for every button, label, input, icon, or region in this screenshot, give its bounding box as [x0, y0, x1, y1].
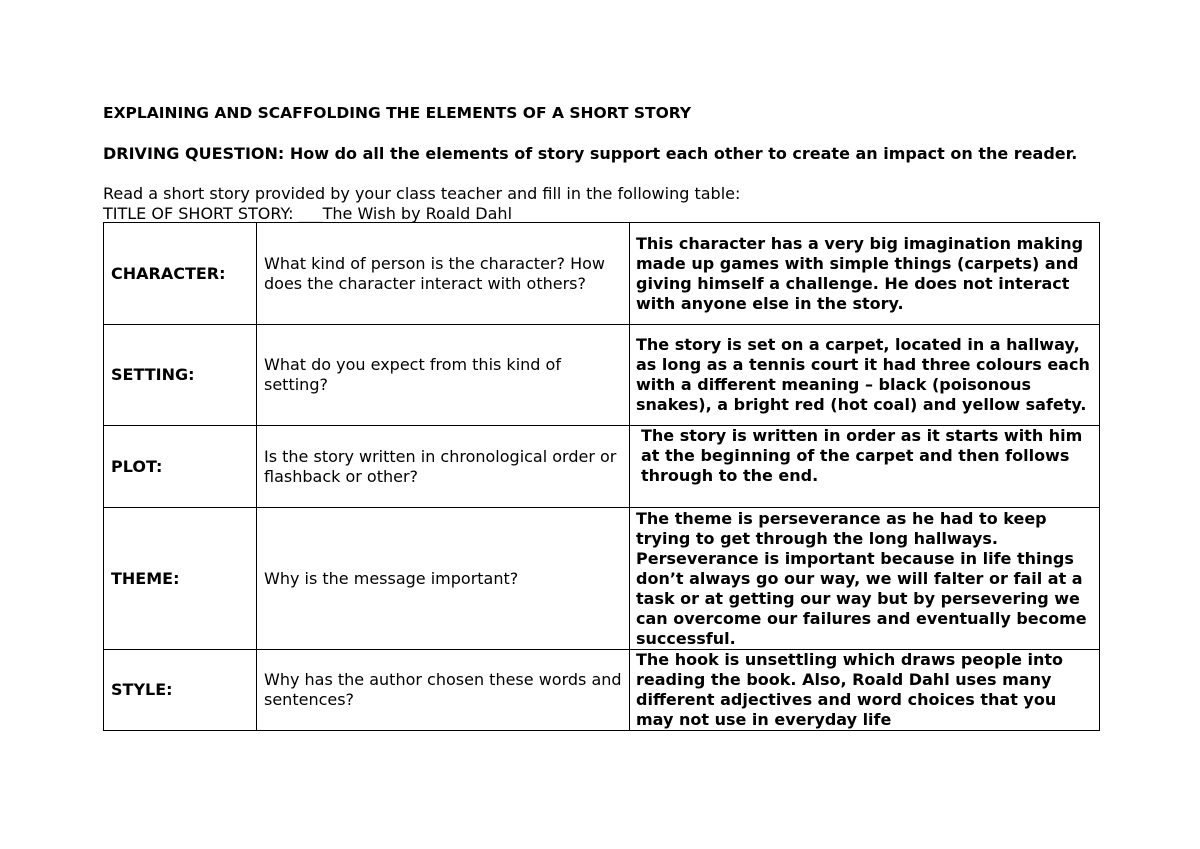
row-label: THEME:	[104, 508, 257, 650]
row-label: STYLE:	[104, 650, 257, 731]
story-title-line: TITLE OF SHORT STORY: ___The Wish by Roald Dahl	[103, 204, 513, 223]
row-question: Why has the author chosen these words and sentences?	[257, 650, 630, 731]
row-answer: The story is set on a carpet, located in a hallway, as long as a tennis court it had three colours each with a different meaning – black (poisonous snakes), a bright red (hot coal) and yellow safety.	[630, 325, 1100, 426]
row-label: SETTING:	[104, 325, 257, 426]
row-label: PLOT:	[104, 426, 257, 508]
row-question: Why is the message important?	[257, 508, 630, 650]
table-row-character	[104, 223, 1100, 325]
row-answer: The theme is perseverance as he had to keep trying to get through the long hallways. Perseverance is important because in life things don’t always go our way, we will falter or fail at a task or at getting our way but by persevering we can overcome our failures and eventually become successful.	[630, 508, 1100, 650]
row-answer: The hook is unsettling which draws people into reading the book. Also, Roald Dahl uses many different adjectives and word choices that you may not use in everyday life	[630, 650, 1100, 731]
story-elements-table	[103, 222, 1100, 731]
row-answer: This character has a very big imagination making made up games with simple things (carpets) and giving himself a challenge. He does not interact with anyone else in the story.	[630, 223, 1100, 325]
row-label: CHARACTER:	[104, 223, 257, 325]
row-question: What kind of person is the character? How does the character interact with others?	[257, 223, 630, 325]
row-question: What do you expect from this kind of setting?	[257, 325, 630, 426]
row-question: Is the story written in chronological order or flashback or other?	[257, 426, 630, 508]
table-row-theme	[104, 508, 1100, 650]
document-title: EXPLAINING AND SCAFFOLDING THE ELEMENTS OF A SHORT STORY	[103, 104, 692, 122]
instruction-text: Read a short story provided by your class teacher and fill in the following table:	[103, 184, 741, 203]
table-row-plot	[104, 426, 1100, 508]
table-row-setting	[104, 325, 1100, 426]
row-answer: The story is written in order as it starts with him at the beginning of the carpet and then follows through to the end.	[630, 426, 1100, 508]
table-row-style	[104, 650, 1100, 731]
driving-question: DRIVING QUESTION: How do all the elements of story support each other to create an impact on the reader.	[103, 144, 1078, 163]
